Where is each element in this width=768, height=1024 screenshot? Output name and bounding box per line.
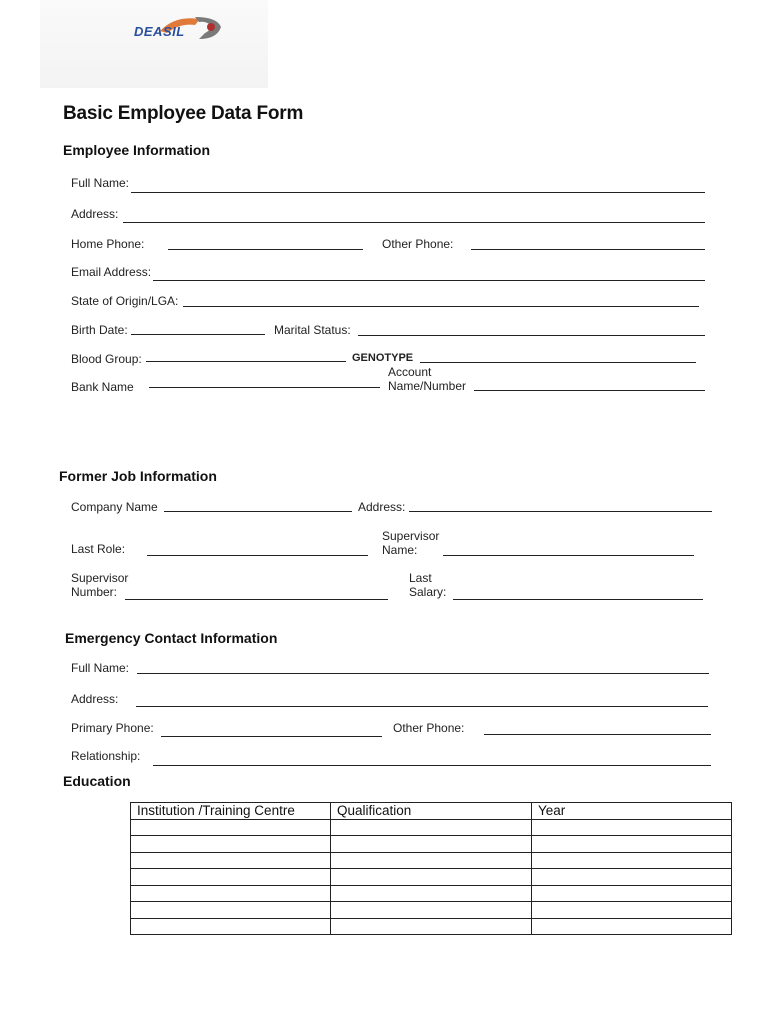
supervisor-number-field[interactable]: [125, 599, 388, 600]
table-cell[interactable]: [131, 918, 331, 935]
home-phone-label: Home Phone:: [71, 237, 145, 251]
former-address-field[interactable]: [409, 511, 712, 512]
emergency-other-phone-label: Other Phone:: [393, 721, 465, 735]
full-name-label: Full Name:: [71, 176, 130, 190]
table-cell[interactable]: [532, 869, 732, 886]
table-cell[interactable]: [532, 885, 732, 902]
last-role-field[interactable]: [147, 555, 368, 556]
col-year: Year: [532, 803, 732, 820]
state-origin-field[interactable]: [183, 306, 699, 307]
bank-name-field[interactable]: [149, 387, 380, 388]
emergency-heading: Emergency Contact Information: [65, 630, 278, 646]
birth-date-field[interactable]: [131, 334, 265, 335]
table-row: [131, 852, 732, 869]
table-cell[interactable]: [532, 918, 732, 935]
primary-phone-label: Primary Phone:: [71, 721, 154, 735]
supervisor-number-label: [71, 571, 128, 599]
emergency-address-label: Address:: [71, 692, 119, 706]
company-name-label: Company Name: [71, 500, 158, 514]
table-cell[interactable]: [532, 819, 732, 836]
state-origin-label: State of Origin/LGA:: [71, 294, 179, 308]
genotype-label: GENOTYPE: [352, 352, 414, 364]
emergency-other-phone-field[interactable]: [484, 734, 711, 735]
supervisor-number-line1: Supervisor: [71, 571, 129, 585]
blood-group-label: Blood Group:: [71, 352, 142, 366]
table-row: [131, 918, 732, 935]
table-row: [131, 836, 732, 853]
logo-area: [40, 0, 268, 88]
employee-info-heading: Employee Information: [63, 142, 211, 158]
email-label: Email Address:: [71, 265, 152, 279]
table-cell[interactable]: [131, 836, 331, 853]
last-salary-line2: Salary:: [409, 585, 447, 599]
other-phone-field[interactable]: [471, 249, 705, 250]
col-qualification: Qualification: [331, 803, 532, 820]
emergency-address-field[interactable]: [136, 706, 708, 707]
address-field[interactable]: [123, 222, 705, 223]
last-role-label: Last Role:: [71, 542, 126, 556]
emergency-full-name-field[interactable]: [137, 673, 709, 674]
table-cell[interactable]: [532, 852, 732, 869]
page-title: Basic Employee Data Form: [63, 103, 304, 124]
table-cell[interactable]: [331, 819, 532, 836]
table-cell[interactable]: [532, 836, 732, 853]
bank-name-label: Bank Name: [71, 380, 134, 394]
education-heading: Education: [63, 773, 131, 789]
table-cell[interactable]: [131, 819, 331, 836]
relationship-label: Relationship:: [71, 749, 141, 763]
last-salary-line1: Last: [409, 571, 432, 585]
table-cell[interactable]: [131, 902, 331, 919]
education-header-row: [131, 803, 732, 820]
marital-status-label: Marital Status:: [274, 323, 351, 337]
genotype-field[interactable]: [420, 362, 696, 363]
full-name-field[interactable]: [131, 192, 705, 193]
marital-status-field[interactable]: [358, 335, 705, 336]
table-row: [131, 819, 732, 836]
address-label: Address:: [71, 207, 119, 221]
table-cell[interactable]: [331, 869, 532, 886]
former-job-heading: Former Job Information: [59, 468, 217, 484]
col-institution: Institution /Training Centre: [131, 803, 331, 820]
education-table: [130, 802, 732, 935]
table-cell[interactable]: [331, 902, 532, 919]
other-phone-label: Other Phone:: [382, 237, 454, 251]
account-field[interactable]: [474, 390, 705, 391]
supervisor-name-line1: Supervisor: [382, 529, 440, 543]
relationship-field[interactable]: [153, 765, 711, 766]
supervisor-name-line2: Name:: [382, 543, 418, 557]
supervisor-name-field[interactable]: [443, 555, 694, 556]
home-phone-field[interactable]: [168, 249, 363, 250]
last-salary-field[interactable]: [453, 599, 703, 600]
table-cell[interactable]: [331, 836, 532, 853]
table-cell[interactable]: [131, 869, 331, 886]
emergency-full-name-label: Full Name:: [71, 661, 130, 675]
primary-phone-field[interactable]: [161, 736, 382, 737]
table-cell[interactable]: [331, 852, 532, 869]
table-row: [131, 869, 732, 886]
table-cell[interactable]: [532, 902, 732, 919]
birth-date-label: Birth Date:: [71, 323, 128, 337]
table-cell[interactable]: [131, 885, 331, 902]
logo-text: DEASIL: [134, 24, 185, 39]
blood-group-field[interactable]: [146, 361, 346, 362]
table-cell[interactable]: [331, 918, 532, 935]
table-row: [131, 902, 732, 919]
former-address-label: Address:: [358, 500, 406, 514]
last-salary-label: [409, 571, 446, 599]
table-cell[interactable]: [331, 885, 532, 902]
table-cell[interactable]: [131, 852, 331, 869]
company-name-field[interactable]: [164, 511, 352, 512]
supervisor-name-label: [382, 529, 439, 557]
supervisor-number-line2: Number:: [71, 585, 118, 599]
account-label: [388, 365, 466, 393]
account-label-line2: Name/Number: [388, 379, 467, 393]
account-label-line1: Account: [388, 365, 432, 379]
email-field[interactable]: [153, 280, 705, 281]
table-row: [131, 885, 732, 902]
